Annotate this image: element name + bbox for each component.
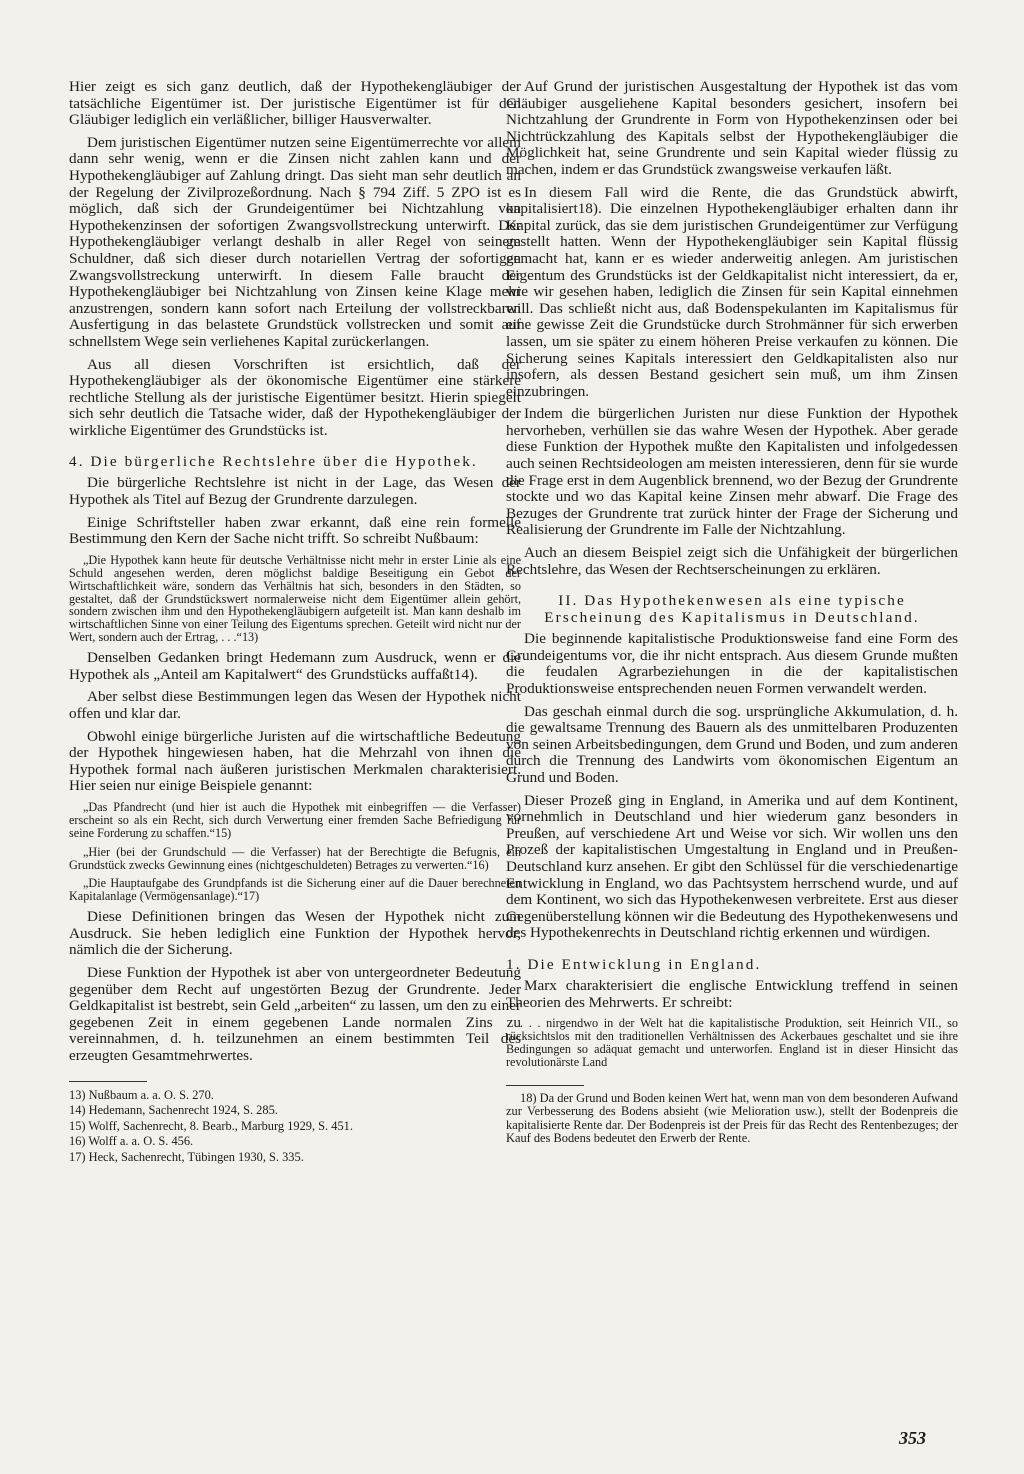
paragraph: Das geschah einmal durch die sog. ursprüngliche Akkumulation, d. h. die gewaltsame Trennung des Bauern als des unmittelbaren Produzenten von seinen Arbeitsbedingungen, dem Grund und Boden, und zum anderen durch die Trennung des Landwirts vom ökonomischen Eigentum an Grund und Boden.: [506, 702, 958, 786]
paragraph: In diesem Fall wird die Rente, die das Grundstück abwirft, kapitalisiert18). Die einzelnen Hypothekengläubiger erhalten dann ihr Kapital zurück, das sie dem juristischen Grundeigentümer zur Verfügung gestellt hatten. Wenn der Hypothekengläubiger sein Kapital flüssig gemacht hat, kann er es wieder anderweitig anlegen. Am juristischen Eigentum des Grundstücks ist der Geldkapitalist nicht interessiert, da er, wie wir gesehen haben, lediglich die Zinsen für sein Kapital einnehmen will. Das schließt nicht aus, daß Bodenspekulanten im Kapitalismus für eine gewisse Zeit die Grundstücke durch Strohmänner für sich erwerben lassen, um sie später zu einem höheren Preise verkaufen zu können. Die Sicherung seines Kapitals interessiert den Geldkapitalisten also nur insofern, als dessen Bestand gesichert sein muß, um ihm Zinsen einzubringen.: [506, 183, 958, 400]
block-quote: . . . nirgendwo in der Welt hat die kapitalistische Produktion, seit Heinrich VII., so rücksichtslos mit den traditionellen Verhältnissen des Ackerbaues geschaltet und sie ihre Bedingungen so adäquat gemacht und unterworfen. England ist in dieser Hinsicht das revolutionärste Land: [506, 1016, 958, 1069]
paragraph: Indem die bürgerlichen Juristen nur diese Funktion der Hypothek hervorheben, verhüllen sie das wahre Wesen der Hypothek. Aber gerade diese Funktion der Hypothek mußte den Kapitalisten und infolgedessen auch seinen Rechtsideologen am meisten interessieren, denn für sie wurde die Frage erst in dem Augenblick brennend, wo der Bezug der Grundrente stockte und wo das Kapital keine Zinsen mehr abwarf. Die Frage des Bezuges der Grundrente trat zurück hinter der Frage der Sicherung und Realisierung der Grundrente im Falle der Nichtzahlung.: [506, 405, 958, 539]
chapter-heading: II. Das Hypothekenwesen als eine typische Erscheinung des Kapitalismus in Deutschland.: [544, 592, 920, 627]
paragraph: Dieser Prozeß ging in England, in Amerika und auf dem Kontinent, vornehmlich in Deutschland und hier wiederum ganz besonders in Preußen, auf verschiedene Art und Weise vor sich. Wir wollen uns den Prozeß der kapitalistischen Umgestaltung in England und in Preußen-Deutschland kurz ansehen. Er gibt den Schlüssel für die verschiedenartige Entwicklung in England, wo das Pachtsystem herrschend wurde, und auf dem Kontinent, wo sich das Hypothekenwesen verbreitete. Erst aus dieser Gegenüberstellung können wir die Bedeutung des Hypothekenwesens und des Hypothekenrechts in Deutschland richtig erkennen und würdigen.: [506, 791, 958, 942]
right-column: [506, 79, 958, 1145]
paragraph: Denselben Gedanken bringt Hedemann zum Ausdruck, wenn er die Hypothek als „Anteil am Kapitalwert“ des Grundstücks auffaßt14).: [69, 649, 521, 683]
page-number: 353: [899, 1428, 926, 1448]
footnote: 17) Heck, Sachenrecht, Tübingen 1930, S. 335.: [69, 1150, 304, 1164]
left-column: [69, 79, 521, 1166]
paragraph: Aber selbst diese Bestimmungen legen das Wesen der Hypothek nicht offen und klar dar.: [69, 688, 521, 722]
block-quote: „Hier (bei der Grundschuld — die Verfasser) hat der Berechtigte die Befugnis, ein Grundstück zwecks Gewinnung eines (nichtgeschuldeten) Betrages zu verwerten.“16): [69, 844, 521, 872]
section-heading: 1. Die Entwicklung in England.: [506, 955, 762, 973]
paragraph: Diese Funktion der Hypothek ist aber von untergeordneter Bedeutung gegenüber dem Recht auf ungestörten Bezug der Grundrente. Jeder Geldkapitalist ist bestrebt, sein Geld „arbeiten“ zu lassen, um den zu einer gegebenen Zeit in einem gegebenen Lande normalen Zins zu vereinnahmen, d. h. teilzunehmen an einem bestimmten Teil des erzeugten Gesamtmehrwertes.: [69, 964, 521, 1065]
block-quote: „Die Hypothek kann heute für deutsche Verhältnisse nicht mehr in erster Linie als eine Schuld angesehen werden, deren möglichst baldige Beseitigung ein Gebot der Wirtschaftlichkeit wäre, sondern das Verhältnis hat sich, besonders in den Städten, so gestaltet, daß der Grundstückswert normalerweise nicht dem Eigentümer allein gehört, sondern zwischen ihm und den Hypothekengläubigern aufgeteilt ist. Man kann deshalb im wirtschaftlichen Sinne von einer Teilung des Eigentums sprechen. Geteilt wird nicht nur der Wert, sondern auch der Ertrag, . . .“13): [69, 552, 521, 645]
footnote-rule: [506, 1085, 584, 1086]
footnote: 16) Wolff a. a. O. S. 456.: [69, 1134, 194, 1149]
footnote: 14) Hedemann, Sachenrecht 1924, S. 285.: [69, 1103, 278, 1118]
footnote-rule: [69, 1081, 147, 1082]
section-heading: 4. Die bürgerliche Rechtslehre über die Hypothek.: [69, 453, 478, 471]
paragraph: Die bürgerliche Rechtslehre ist nicht in der Lage, das Wesen der Hypothek als Titel auf Bezug der Grundrente darzulegen.: [69, 474, 521, 509]
paragraph: Die beginnende kapitalistische Produktionsweise fand eine Form des Grundeigentums vor, die ihr nicht entsprach. Aus diesem Grunde mußten die feudalen Agrarbeziehungen in die der kapitalistischen Produktionsweise entsprechenden neuen Formen verwandelt werden.: [506, 630, 958, 697]
footnote: 18) Da der Grund und Boden keinen Wert hat, wenn man von dem besonderen Aufwand zur Verbesserung des Bodens absieht (wie Melioration usw.), stellt der Bodenpreis die kapitalisierte Rente dar. Der Bodenpreis ist der Preis für das Recht des Rentenbezuges; der Kauf des Bodens bedeutet den Erwerb der Rente.: [506, 1090, 958, 1145]
block-quote: „Die Hauptaufgabe des Grundpfands ist die Sicherung einer auf die Dauer berechneten Kapitalanlage (Vermögensanlage).“17): [69, 876, 521, 904]
paragraph: Aus all diesen Vorschriften ist ersichtlich, daß der Hypothekengläubiger als der ökonomische Eigentümer eine stärkere rechtliche Stellung als der juristische Eigentümer besitzt. Hierin spiegelt sich sehr deutlich die Tatsache wider, daß der Hypothekengläubiger der wirkliche Eigentümer des Grundstücks ist.: [69, 355, 521, 439]
paragraph: Auf Grund der juristischen Ausgestaltung der Hypothek ist das vom Gläubiger ausgeliehene Kapital besonders gesichert, insofern bei Nichtzahlung der Grundrente in Form von Hypothekenzinsen oder bei Nichtrückzahlung des Kapitals selbst der Hypothekengläubiger die Möglichkeit hat, seine Grundrente und sein Kapital wieder flüssig zu machen, indem er das Grundstück zwangsweise verkaufen läßt.: [506, 78, 958, 178]
paragraph: Diese Definitionen bringen das Wesen der Hypothek nicht zum Ausdruck. Sie heben lediglich eine Funktion der Hypothek hervor, nämlich die der Sicherung.: [69, 908, 521, 959]
block-quote: „Das Pfandrecht (und hier ist auch die Hypothek mit einbegriffen — die Verfasser) erscheint so als ein Recht, sich durch Verwertung einer fremden Sache Befriedigung für seine Forderung zu schaffen.“15): [69, 799, 521, 840]
paragraph: Dem juristischen Eigentümer nutzen seine Eigentümerrechte vor allem dann sehr wenig, wenn er die Zinsen nicht zahlen kann und der Hypothekengläubiger auf Zahlung dringt. Das sieht man sehr deutlich an der Regelung der Zivilprozeßordnung. Nach § 794 Ziff. 5 ZPO ist es möglich, daß sich der Grundeigentümer bei Nichtzahlung von Hypothekenzinsen der sofortigen Zwangsvollstreckung unterwirft. Der Hypothekengläubiger verlangt deshalb in aller Regel von seinem Schuldner, daß sich dieser durch notariellen Vertrag der sofortigen Zwangsvollstreckung unterwirft. In diesem Falle braucht der Hypothekengläubiger bei Nichtzahlung von Zinsen keine Klage mehr anzustrengen, sondern kann sofort nach Erteilung der vollstreckbaren Ausfertigung in das belastete Grundstück vollstrecken und somit auf schnellstem Wege sein verliehenes Kapital zurückerlangen.: [69, 133, 521, 350]
paragraph: Hier zeigt es sich ganz deutlich, daß der Hypothekengläubiger der tatsächliche Eigentümer ist. Der juristische Eigentümer ist für den Gläubiger lediglich ein verläßlicher, billiger Hausverwalter.: [69, 78, 521, 129]
paragraph: Marx charakterisiert die englische Entwicklung treffend in seinen Theorien des Mehrwerts. Er schreibt:: [506, 976, 958, 1011]
footnote: 13) Nußbaum a. a. O. S. 270.: [69, 1087, 214, 1102]
paragraph: Obwohl einige bürgerliche Juristen auf die wirtschaftliche Bedeutung der Hypothek hingewiesen haben, hat die Mehrzahl von ihnen die Hypothek formal nach äußeren juristischen Merkmalen charakterisiert. Hier seien nur einige Beispiele genannt:: [69, 727, 521, 795]
footnote: 15) Wolff, Sachenrecht, 8. Bearb., Marburg 1929, S. 451.: [69, 1118, 353, 1133]
paragraph: Auch an diesem Beispiel zeigt sich die Unfähigkeit der bürgerlichen Rechtslehre, das Wesen der Rechtserscheinungen zu erklären.: [506, 544, 958, 578]
paragraph: Einige Schriftsteller haben zwar erkannt, daß eine rein formelle Bestimmung den Kern der Sache nicht trifft. So schreibt Nußbaum:: [69, 513, 521, 548]
